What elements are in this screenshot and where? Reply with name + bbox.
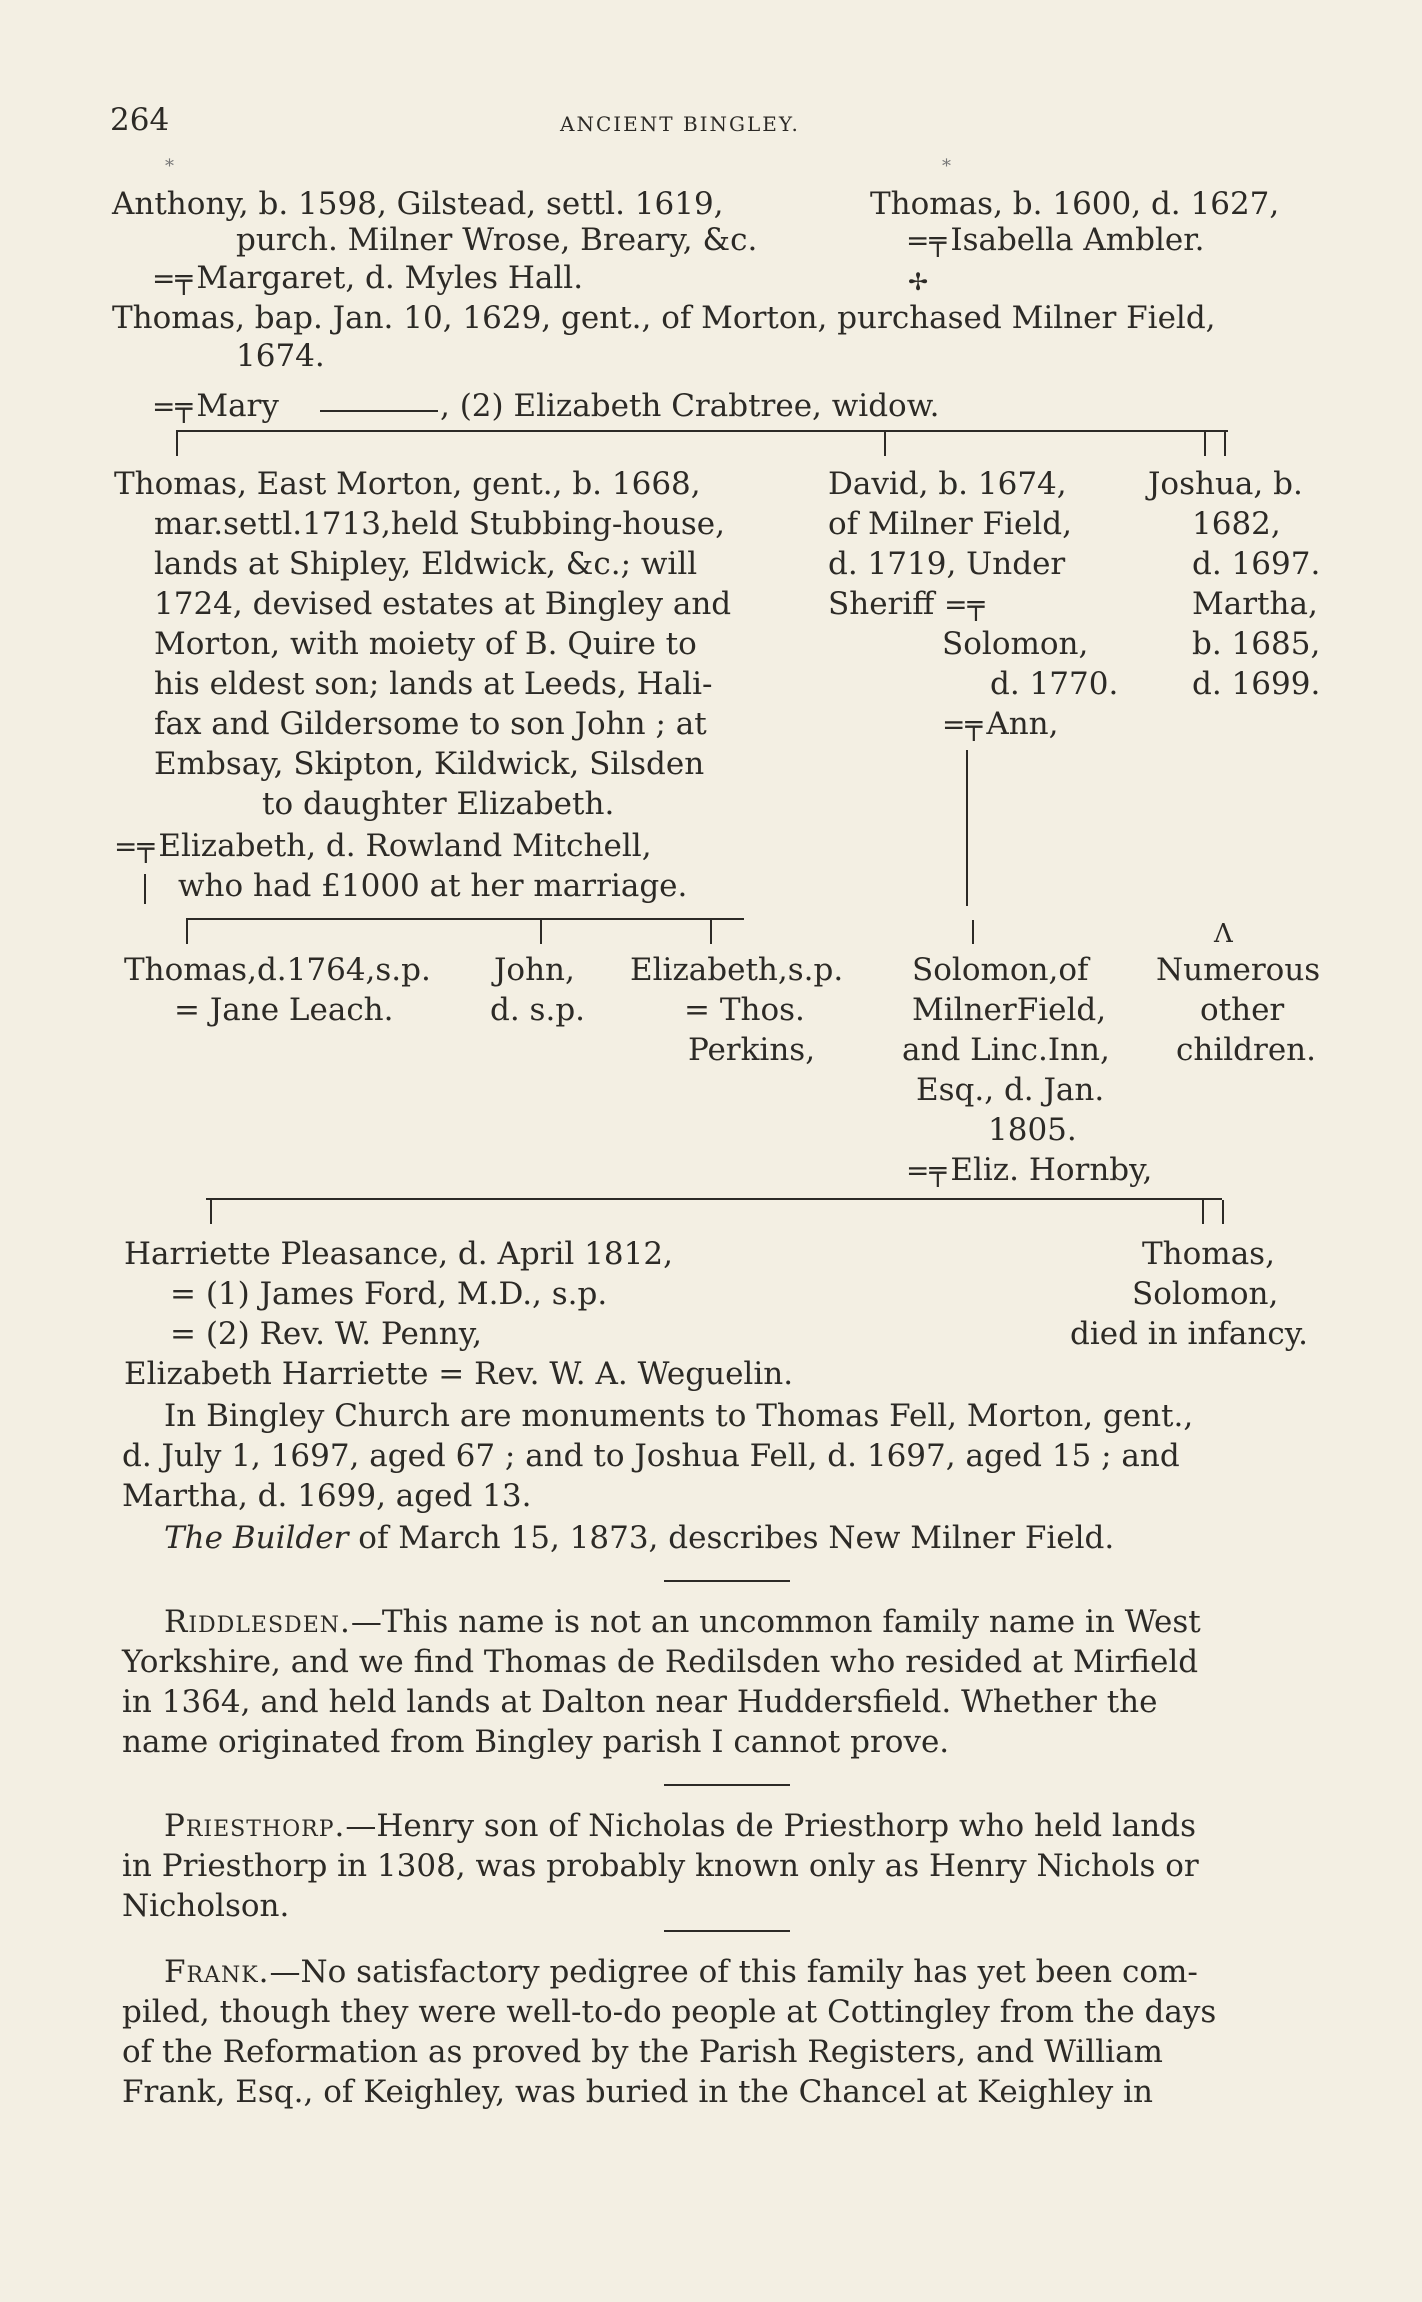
gen4-solomon-line5: 1805. — [988, 1112, 1077, 1148]
gen3-david-line5: Solomon, — [942, 626, 1089, 662]
gen1-anthony-line1: Anthony, b. 1598, Gilstead, settl. 1619, — [112, 186, 724, 222]
gen5-thomas-line2: Solomon, — [1132, 1276, 1279, 1312]
tree-line-vertical — [1222, 1200, 1224, 1224]
gen4-thomas-line1: Thomas,d.1764,s.p. — [124, 952, 431, 988]
gen3-joshua-line3: d. 1697. — [1192, 546, 1321, 582]
tree-line-vertical — [972, 920, 974, 944]
church-note: In Bingley Church are monuments to Thomas Fell, Morton, gent., d. July 1, 1697, aged 67 ; and to Joshua Fell, d. 1697, aged 15 ; and Martha, d. 1699, aged 13. — [122, 1398, 1194, 1514]
tree-line-vertical — [1202, 1200, 1204, 1224]
riddlesden-heading: Riddlesden. — [164, 1604, 351, 1640]
gen4-numerous-line2: other — [1200, 992, 1285, 1028]
gen3-thomas-line4: 1724, devised estates at Bingley and — [154, 586, 732, 622]
tree-line-vertical — [176, 432, 178, 456]
gen2-thomas-line1: Thomas, bap. Jan. 10, 1629, gent., of Morton, purchased Milner Field, — [112, 300, 1216, 336]
gen3-martha-line3: d. 1699. — [1192, 666, 1321, 702]
gen3-thomas-line6: his eldest son; lands at Leeds, Hali- — [154, 666, 713, 702]
gen5-harriette-line3: = (2) Rev. W. Penny, — [170, 1316, 482, 1352]
tree-line-vertical — [966, 750, 968, 906]
page-number: 264 — [110, 102, 170, 138]
gen4-john-line2: d. s.p. — [490, 992, 586, 1028]
running-title: ANCIENT BINGLEY. — [560, 112, 800, 136]
marriage-symbol: =╤ — [152, 390, 193, 423]
gen1-anthony-marriage: =╤ Margaret, d. Myles Hall. — [152, 258, 583, 299]
gen3-thomas-line3: lands at Shipley, Eldwick, &c.; will — [154, 546, 698, 582]
priesthorp-paragraph: Priesthorp.—Henry son of Nicholas de Priesthorp who held lands in Priesthorp in 1308, was probably known only as Henry Nichols or Nicholson. — [122, 1808, 1199, 1924]
tree-line-vertical — [540, 920, 542, 944]
gen5-harriette-line1: Harriette Pleasance, d. April 1812, — [124, 1236, 673, 1272]
builder-note: The Builder of March 15, 1873, describes New Milner Field. — [164, 1520, 1115, 1556]
marriage-symbol: =╤ — [114, 830, 155, 863]
gen4-solomon-marriage: =╤ Eliz. Hornby, — [906, 1150, 1152, 1191]
asterisk-icon: ⁎ — [942, 150, 951, 171]
tree-line-horizontal — [186, 918, 744, 920]
gen3-david-marriage: =╤ Ann, — [942, 704, 1059, 745]
gen2-thomas-line2: 1674. — [236, 338, 325, 374]
gen3-david-line1: David, b. 1674, — [828, 466, 1067, 502]
gen2-second-marriage: , (2) Elizabeth Crabtree, widow. — [440, 388, 940, 424]
gen3-martha-line2: b. 1685, — [1192, 626, 1321, 662]
frank-paragraph: Frank.—No satisfactory pedigree of this family has yet been com- piled, though they were well-to-do people at Cottingley from the days of the Reformation as proved by the Parish Registers, and William Frank, Esq., of Keighley, was buried in the Chancel at Keighley in — [122, 1954, 1217, 2110]
gen4-solomon-line3: and Linc.Inn, — [902, 1032, 1110, 1068]
marriage-symbol: =╤ — [942, 708, 983, 741]
gen4-solomon-line4: Esq., d. Jan. — [916, 1072, 1105, 1108]
tree-line-vertical — [1204, 432, 1206, 456]
gen5-harriette-line2: = (1) James Ford, M.D., s.p. — [170, 1276, 608, 1312]
gen4-john-line1: John, — [494, 952, 575, 988]
gen2-marriage: =╤ Mary — [152, 386, 279, 427]
gen3-martha-line1: Martha, — [1192, 586, 1318, 622]
gen3-david-line4: Sheriff =╤ — [828, 584, 989, 625]
gen3-david-line2: of Milner Field, — [828, 506, 1072, 542]
gen3-david-line3: d. 1719, Under — [828, 546, 1066, 582]
marriage-symbol: =╤ — [906, 1154, 947, 1187]
tree-line-horizontal — [206, 1198, 1222, 1200]
tree-line-vertical — [186, 920, 188, 944]
gen3-thomas-line1: Thomas, East Morton, gent., b. 1668, — [114, 466, 701, 502]
gen1-thomas-line1: Thomas, b. 1600, d. 1627, — [870, 186, 1280, 222]
blank-rule — [320, 410, 438, 412]
marriage-symbol: =╤ — [944, 588, 985, 621]
gen3-thomas-line9: to daughter Elizabeth. — [262, 786, 615, 822]
gen4-elizabeth-line1: Elizabeth,s.p. — [630, 952, 844, 988]
section-rule — [664, 1784, 790, 1786]
gen3-thomas-line11: who had £1000 at her marriage. — [178, 868, 688, 904]
builder-title: The Builder — [164, 1520, 349, 1556]
marriage-symbol: =╤ — [906, 224, 947, 257]
caret-icon: Λ — [1214, 919, 1233, 949]
gen3-thomas-line2: mar.settl.1713,held Stubbing-house, — [154, 506, 726, 542]
gen3-thomas-line5: Morton, with moiety of B. Quire to — [154, 626, 697, 662]
gen3-thomas-marriage: =╤ Elizabeth, d. Rowland Mitchell, — [114, 826, 652, 867]
cross-icon: ✢ — [908, 268, 929, 296]
tree-line-vertical — [884, 432, 886, 456]
tree-line-vertical — [144, 874, 146, 904]
section-rule — [664, 1580, 790, 1582]
frank-heading: Frank. — [164, 1954, 270, 1990]
gen4-numerous-line3: children. — [1176, 1032, 1316, 1068]
tree-line-horizontal — [176, 430, 1228, 432]
gen5-thomas-line1: Thomas, — [1142, 1236, 1275, 1272]
marriage-symbol: =╤ — [152, 262, 193, 295]
gen5-thomas-line3: died in infancy. — [1070, 1316, 1308, 1352]
gen1-thomas-marriage: =╤ Isabella Ambler. — [906, 220, 1204, 261]
gen4-thomas-line2: = Jane Leach. — [174, 992, 394, 1028]
tree-line-vertical — [210, 1200, 212, 1224]
tree-line-vertical — [1224, 432, 1226, 456]
gen4-solomon-line2: MilnerField, — [912, 992, 1107, 1028]
gen4-solomon-line1: Solomon,of — [912, 952, 1089, 988]
gen1-anthony-line2: purch. Milner Wrose, Breary, &c. — [236, 222, 758, 258]
gen3-david-line6: d. 1770. — [990, 666, 1119, 702]
section-rule — [664, 1930, 790, 1932]
tree-line-vertical — [710, 920, 712, 944]
gen4-elizabeth-line3: Perkins, — [688, 1032, 816, 1068]
gen4-elizabeth-line2: = Thos. — [684, 992, 805, 1028]
gen3-thomas-line7: fax and Gildersome to son John ; at — [154, 706, 707, 742]
gen5-elizabeth: Elizabeth Harriette = Rev. W. A. Weguelin. — [124, 1356, 794, 1392]
gen4-numerous-line1: Numerous — [1156, 952, 1321, 988]
riddlesden-paragraph: Riddlesden.—This name is not an uncommon family name in West Yorkshire, and we find Thomas de Redilsden who resided at Mirfield in 1364, and held lands at Dalton near Huddersfield. Whether the name originated from Bingley parish I cannot prove. — [122, 1604, 1201, 1760]
priesthorp-heading: Priesthorp. — [164, 1808, 346, 1844]
gen3-joshua-line2: 1682, — [1192, 506, 1281, 542]
asterisk-icon: ⁎ — [165, 150, 174, 171]
gen3-joshua-line1: Joshua, b. — [1148, 466, 1303, 502]
gen3-thomas-line8: Embsay, Skipton, Kildwick, Silsden — [154, 746, 705, 782]
